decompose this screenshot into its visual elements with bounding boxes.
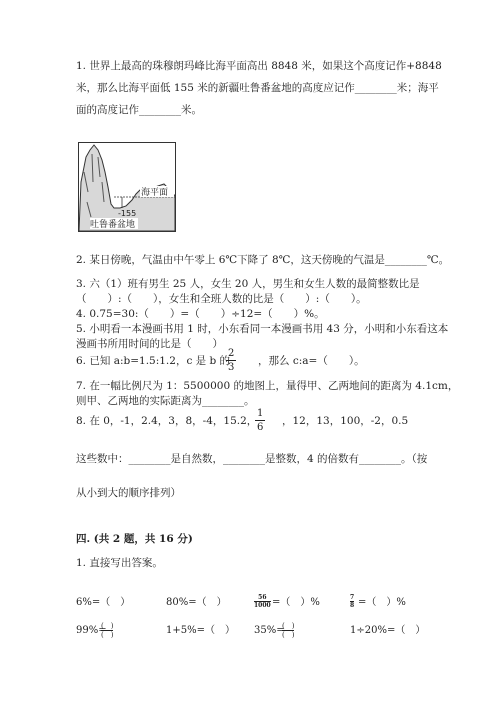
depth-label: -155 xyxy=(118,209,137,218)
q1-line1: 1. 世界上最高的珠穆朗玛峰比海平面高出 8848 米，如果这个高度记作+8848 xyxy=(76,60,442,72)
ans-r2c3-frac xyxy=(282,622,294,639)
q6-frac-den: 3 xyxy=(228,362,235,373)
q7-line1: 7. 在一幅比例尺为 1：5500000 的地图上，量得甲、乙两地间的距离为 4.1cm， xyxy=(76,380,459,392)
q3-line2: （ ）:（ ），女生和全班人数的比是（ ）:（ ）。 xyxy=(76,293,367,305)
q8-frac-den: 6 xyxy=(257,422,264,433)
q2-line1: 2. 某日傍晚，气温由中午零上 6℃下降了 8℃，这天傍晚的气温是________℃。 xyxy=(76,254,450,266)
ans-r1c3-rest: =（ ）% xyxy=(272,597,320,608)
q8-line2: 这些数中：________是自然数，________是整数，4 的倍数有________。（按 xyxy=(76,453,428,465)
ans-r2c3-num: ( ) xyxy=(282,622,295,630)
q6-suffix: ，那么 c:a=（ ）。 xyxy=(258,355,365,367)
q1-line2: 米，那么比海平面低 155 米的新疆吐鲁番盆地的高度应记作________米；海平 xyxy=(76,82,439,94)
ans-r1c3-den: 1000 xyxy=(254,602,271,609)
ans-r1c4-den: 8 xyxy=(350,602,355,609)
q6-fraction xyxy=(226,348,236,373)
q4-line1: 4. 0.75=30:（ ）=（ ）÷12=（ ）%。 xyxy=(76,308,325,320)
ans-r1c1: 6%=（ ） xyxy=(76,597,131,608)
q8-prefix: 8. 在 0，-1，2.4，3，8，-4，15.2， xyxy=(76,415,258,427)
q8-suffix: ，12，13，100，-2，0.5 xyxy=(282,415,409,427)
sea-level-label: 海平面 xyxy=(141,188,169,198)
ans-r1c3-num: 56 xyxy=(258,594,267,601)
q6-prefix: 6. 已知 a:b=1.5:1.2，c 是 b 的 xyxy=(76,355,231,367)
section-q1: 1. 直接写出答案。 xyxy=(76,557,163,569)
ans-r2c2: 1+5%=（ ） xyxy=(166,625,235,636)
q8-fraction xyxy=(255,408,265,433)
basin-label: 吐鲁番盆地 xyxy=(90,220,136,230)
ans-r1c4-frac xyxy=(350,594,354,609)
ans-r2c1-frac xyxy=(101,622,113,639)
ans-r2c3-den: ( ) xyxy=(282,631,295,639)
basin-figure xyxy=(78,142,176,232)
ans-r1c4-num: 7 xyxy=(350,594,355,601)
q7-line2: 则甲、乙两地的实际距离为________。 xyxy=(76,395,255,407)
q3-line1: 3. 六（1）班有男生 25 人，女生 20 人，男生和女生人数的最简整数比是 xyxy=(76,278,420,290)
ans-r2c1-den: ( ) xyxy=(101,631,114,639)
q8-frac-num: 1 xyxy=(257,408,264,419)
q6-frac-num: 2 xyxy=(228,348,235,359)
ans-r2c4: 1÷20%=（ ） xyxy=(350,625,426,636)
q1-line3: 面的高度记作________米。 xyxy=(76,104,202,116)
q5-line1: 5. 小明看一本漫画书用 1 时，小东看同一本漫画书用 43 分，小明和小东看这本 xyxy=(76,323,449,335)
q5-line2: 漫画书所用时间的比是（ ） xyxy=(76,338,223,350)
ans-r1c4-rest: =（ ）% xyxy=(358,597,406,608)
q8-line3: 从小到大的顺序排列） xyxy=(76,487,181,499)
ans-r2c1-num: ( ) xyxy=(101,622,114,630)
ans-r2c3-pre: 35%= xyxy=(254,625,285,636)
section-title: 四. (共 2 题，共 16 分) xyxy=(76,533,193,545)
ans-r2c1-pre: 99%= xyxy=(76,625,107,636)
ans-r1c3-frac xyxy=(254,594,271,609)
ans-r1c2: 80%=（ ） xyxy=(166,597,227,608)
